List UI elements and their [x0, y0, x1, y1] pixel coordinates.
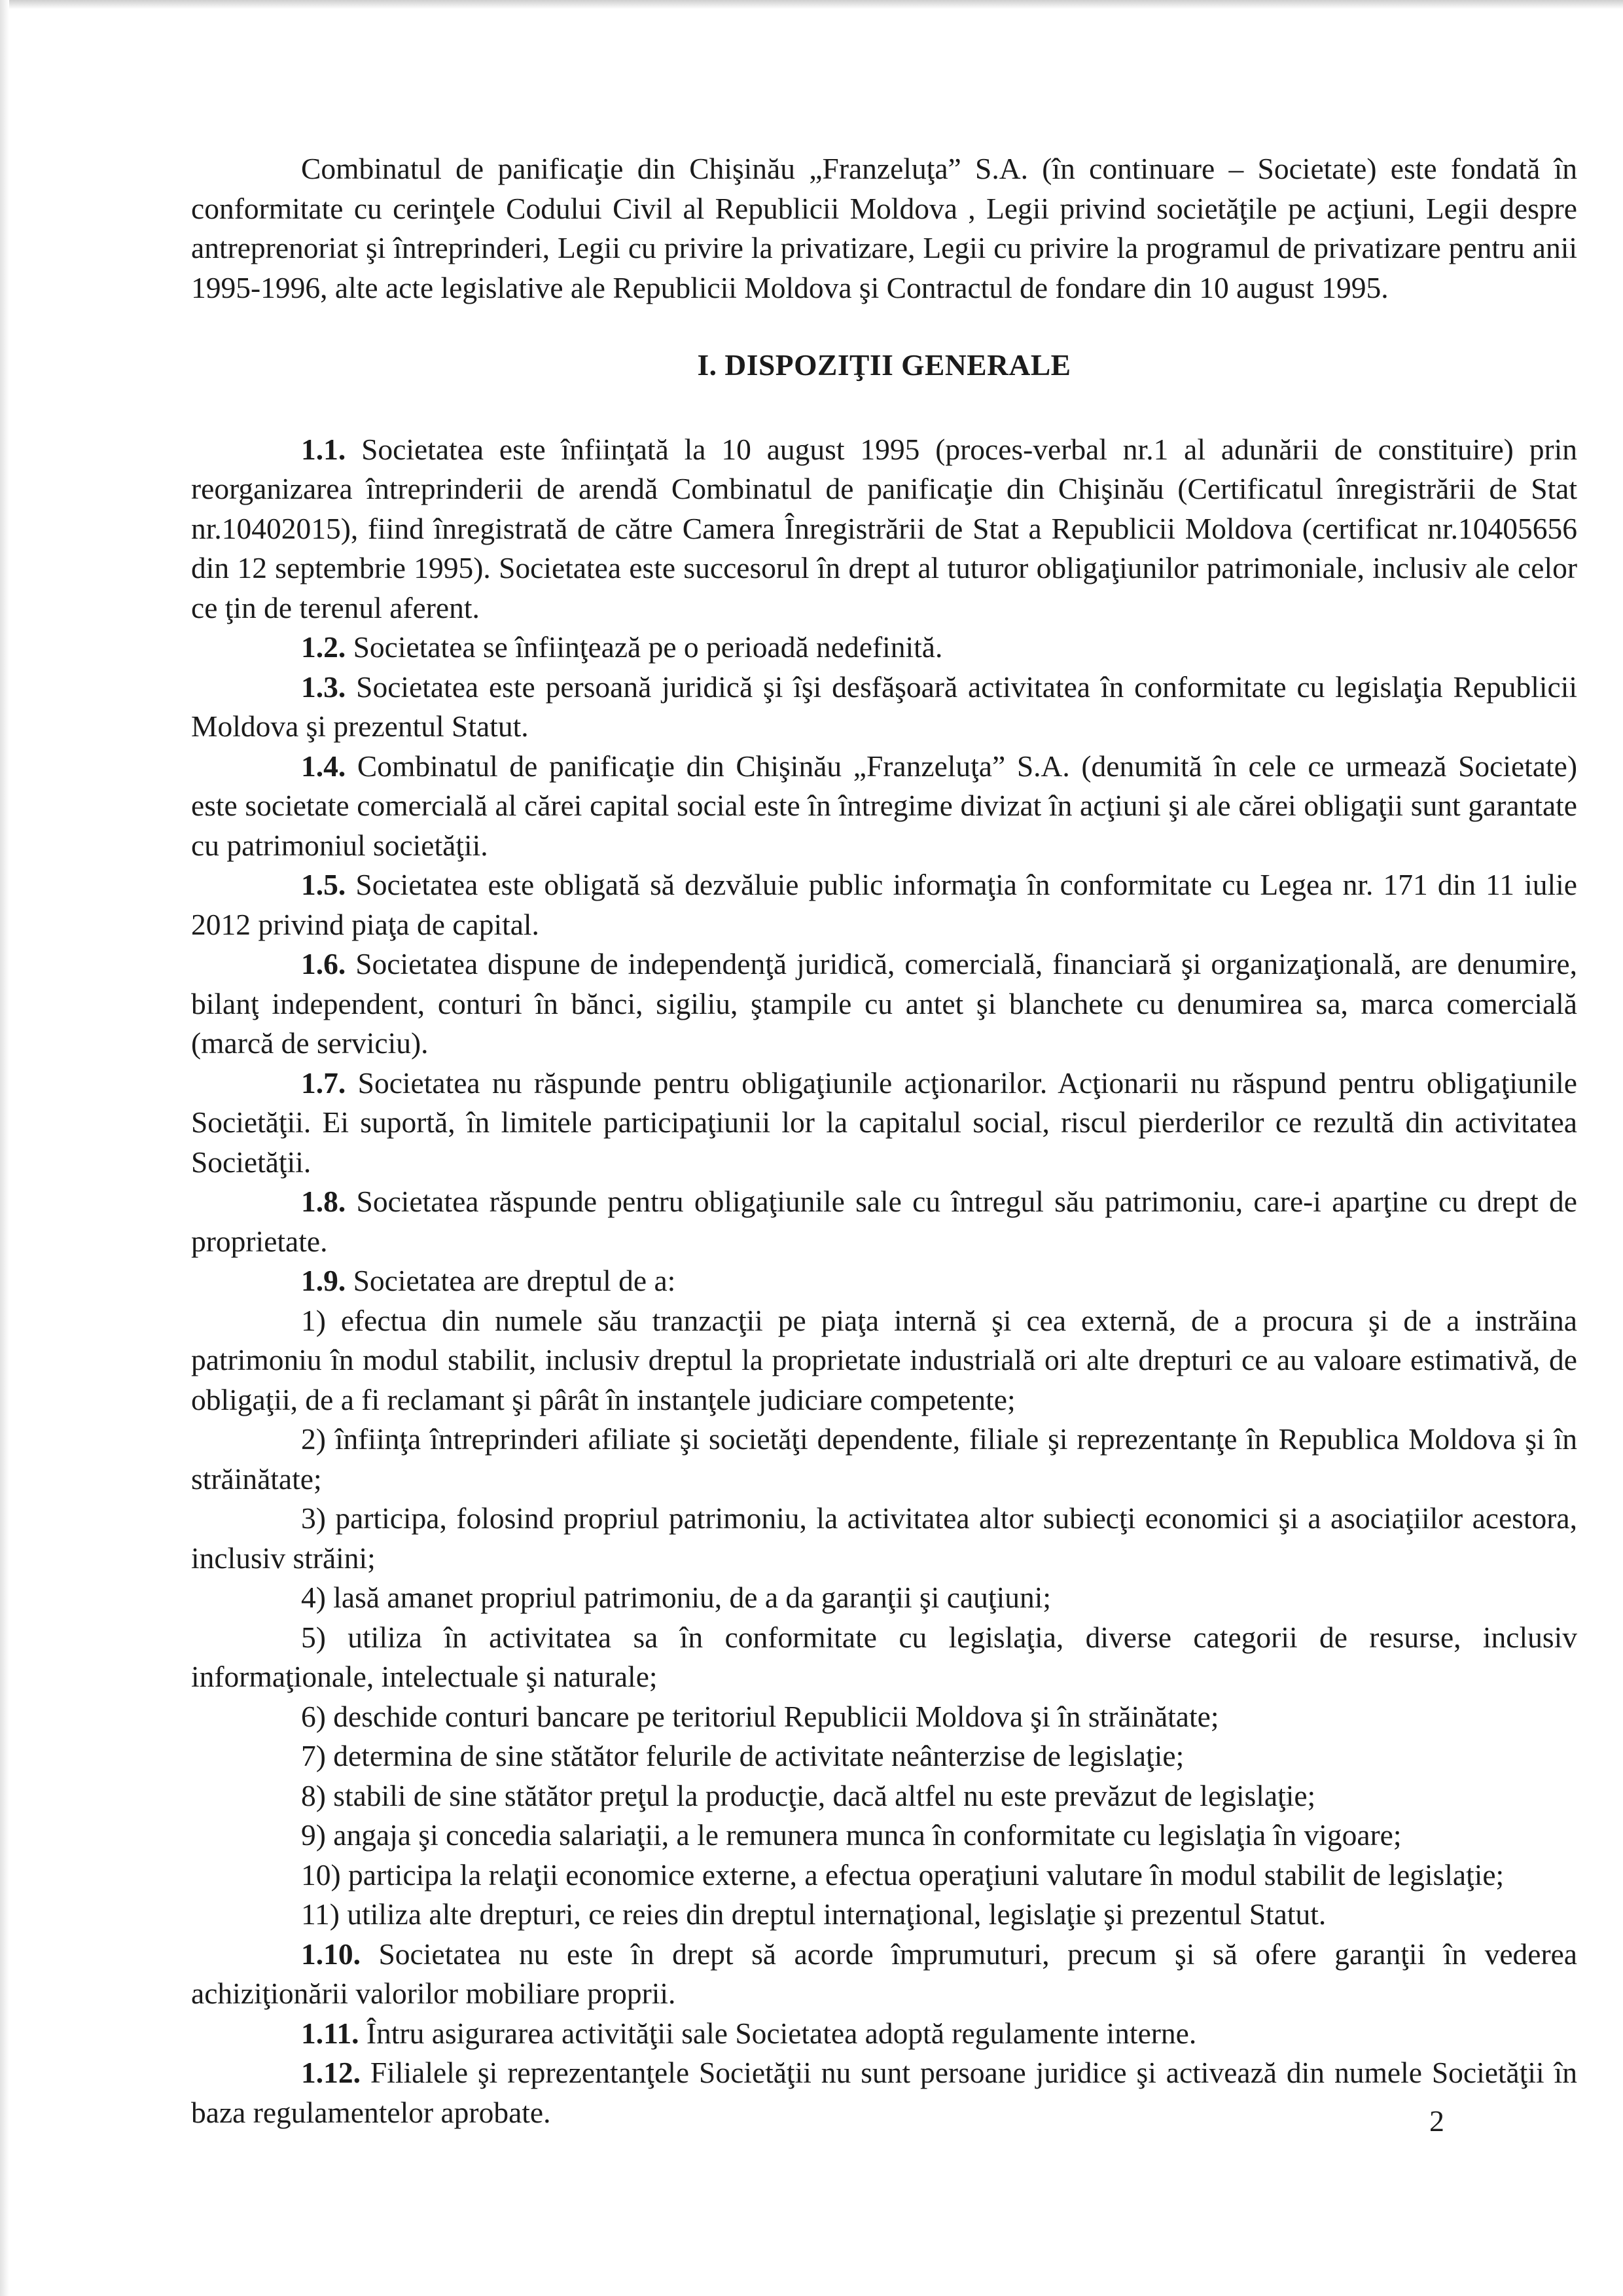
right-item-10: 10) participa la relaţii economice externe, a efectua operaţiuni valutare în modul stabilit de legislaţie; [301, 1857, 1505, 1892]
right-item-8: 8) stabili de sine stătător preţul la producţie, dacă altfel nu este prevăzut de legislaţie; [301, 1778, 1316, 1812]
article-1-1 [191, 430, 1577, 628]
article-text: Societatea se înfiinţează pe o perioadă nedefinită. [346, 630, 943, 664]
document-page [191, 149, 1577, 2132]
article-number: 1.8. [301, 1185, 346, 1218]
article-text: Societatea este obligată să dezvăluie public informaţia în conformitate cu Legea nr. 171 din 11 iulie 2012 privind piaţa de capital. [191, 868, 1577, 941]
scan-edge-top [0, 0, 1623, 9]
article-1-5 [191, 865, 1577, 944]
right-item-3: 3) participa, folosind propriul patrimoniu, la activitatea altor subiecţi economici şi a asociaţiilor acestora, inclusiv străini; [191, 1501, 1577, 1575]
article-1-12 [191, 2053, 1577, 2132]
page-number: 2 [1429, 2104, 1444, 2138]
article-text: Societatea nu este în drept să acorde împrumuturi, precum şi să ofere garanţii în vederea achiziţionării valorilor mobiliare proprii. [191, 1937, 1577, 2010]
article-number: 1.10. [301, 1937, 361, 1971]
article-1-2 [191, 628, 1577, 668]
article-text: Societatea are dreptul de a: [346, 1264, 676, 1297]
right-item-9: 9) angaja şi concedia salariaţii, a le remunera munca în conformitate cu legislaţia în vigoare; [301, 1818, 1402, 1852]
article-text: Societatea este persoană juridică şi îşi desfăşoară activitatea în conformitate cu legislaţia Republicii Moldova şi prezentul Statut. [191, 670, 1577, 743]
article-text: Societatea nu răspunde pentru obligaţiunile acţionarilor. Acţionarii nu răspund pentru obligaţiunile Societăţii. Ei suportă, în limitele participaţiunii lor la capitalul social, riscul pierderilor ce rezultă din activitatea Societăţii. [191, 1066, 1577, 1179]
article-number: 1.9. [301, 1264, 346, 1297]
article-number: 1.5. [301, 868, 346, 901]
right-item-4: 4) lasă amanet propriul patrimoniu, de a da garanţii şi cauţiuni; [301, 1581, 1051, 1614]
section-title: I. DISPOZIŢII GENERALE [697, 348, 1071, 382]
closing-articles-list [191, 1935, 1577, 2133]
right-item-11: 11) utiliza alte drepturi, ce reies din dreptul internaţional, legislaţie şi prezentul Statut. [301, 1897, 1327, 1931]
article-1-11 [191, 2014, 1577, 2054]
article-number: 1.12. [301, 2056, 361, 2089]
right-item-2: 2) înfiinţa întreprinderi afiliate şi societăţi dependente, filiale şi reprezentanţe în Republica Moldova şi în străinătate; [191, 1422, 1577, 1496]
article-number: 1.4. [301, 749, 346, 783]
right-item-7: 7) determina de sine stătător felurile de activitate neânterzise de legislaţie; [301, 1739, 1185, 1772]
article-text: Societatea dispune de independenţă juridică, comercială, financiară şi organizaţională, are denumire, bilanţ independent, conturi în bănci, sigiliu, ştampile cu antet şi blanchete cu denumirea sa, marca comercială (marcă de serviciu). [191, 947, 1577, 1060]
article-number: 1.7. [301, 1066, 346, 1100]
scan-edge-left [0, 0, 9, 2296]
article-number: 1.2. [301, 630, 346, 664]
article-text: Întru asigurarea activităţii sale Societatea adoptă regulamente interne. [359, 2016, 1197, 2050]
article-number: 1.3. [301, 670, 346, 704]
article-text: Filialele şi reprezentanţele Societăţii nu sunt persoane juridice şi activează din numele Societăţii în baza regulamentelor aprobate. [191, 2056, 1577, 2129]
article-text: Societatea răspunde pentru obligaţiunile sale cu întregul său patrimoniu, care-i aparţine cu drept de proprietate. [191, 1185, 1577, 1258]
article-1-9 [191, 1261, 1577, 1301]
article-1-8 [191, 1182, 1577, 1261]
article-1-6 [191, 944, 1577, 1064]
article-text: Societatea este înfiinţată la 10 august 1995 (proces-verbal nr.1 al adunării de constituire) prin reorganizarea întreprinderii de arendă Combinatul de panificaţie din Chişinău (Certificatul înregistrării de Stat nr.10402015), fiind înregistrată de către Camera Înregistrării de Stat a Republicii Moldova (certificat nr.10405656 din 12 septembrie 1995). Societatea este succesorul în drept al tuturor obligaţiunilor patrimoniale, inclusiv ale celor ce ţin de terenul aferent. [191, 432, 1577, 624]
article-1-10 [191, 1935, 1577, 2014]
article-number: 1.11. [301, 2016, 359, 2050]
intro-paragraph: Combinatul de panificaţie din Chişinău „Franzeluţa” S.A. (în continuare – Societate) este fondată în conformitate cu cerinţele Codului Civil al Republicii Moldova , Legii privind societăţile pe acţiuni, Legii despre antreprenoriat şi întreprinderi, Legii cu privire la privatizare, Legii cu privire la programul de privatizare pentru anii 1995-1996, alte acte legislative ale Republicii Moldova şi Contractul de fondare din 10 august 1995. [191, 152, 1577, 304]
article-number: 1.6. [301, 947, 346, 980]
right-item-1: 1) efectua din numele său tranzacţii pe piaţa internă şi cea externă, de a procura şi de a instrăina patrimoniu în modul stabilit, inclusiv dreptul la proprietate industrială ori alte drepturi ce au valoare estimativă, de obligaţii, de a fi reclamant şi pârât în instanţele judiciare competente; [191, 1303, 1577, 1416]
right-item-6: 6) deschide conturi bancare pe teritoriul Republicii Moldova şi în străinătate; [301, 1699, 1219, 1733]
article-1-4 [191, 747, 1577, 866]
articles-list [191, 430, 1577, 1301]
article-1-3 [191, 668, 1577, 747]
article-text: Combinatul de panificaţie din Chişinău „Franzeluţa” S.A. (denumită în cele ce urmează Societate) este societate comercială al cărei capital social este în întregime divizat în acţiuni şi ale cărei obligaţii sunt garantate cu patrimoniul societăţii. [191, 749, 1577, 862]
right-item-5: 5) utiliza în activitatea sa în conformitate cu legislaţia, diverse categorii de resurse, inclusiv informaţionale, intelectuale şi naturale; [191, 1620, 1577, 1693]
article-1-7 [191, 1064, 1577, 1183]
article-number: 1.1. [301, 432, 346, 466]
rights-list [191, 1301, 1577, 1935]
